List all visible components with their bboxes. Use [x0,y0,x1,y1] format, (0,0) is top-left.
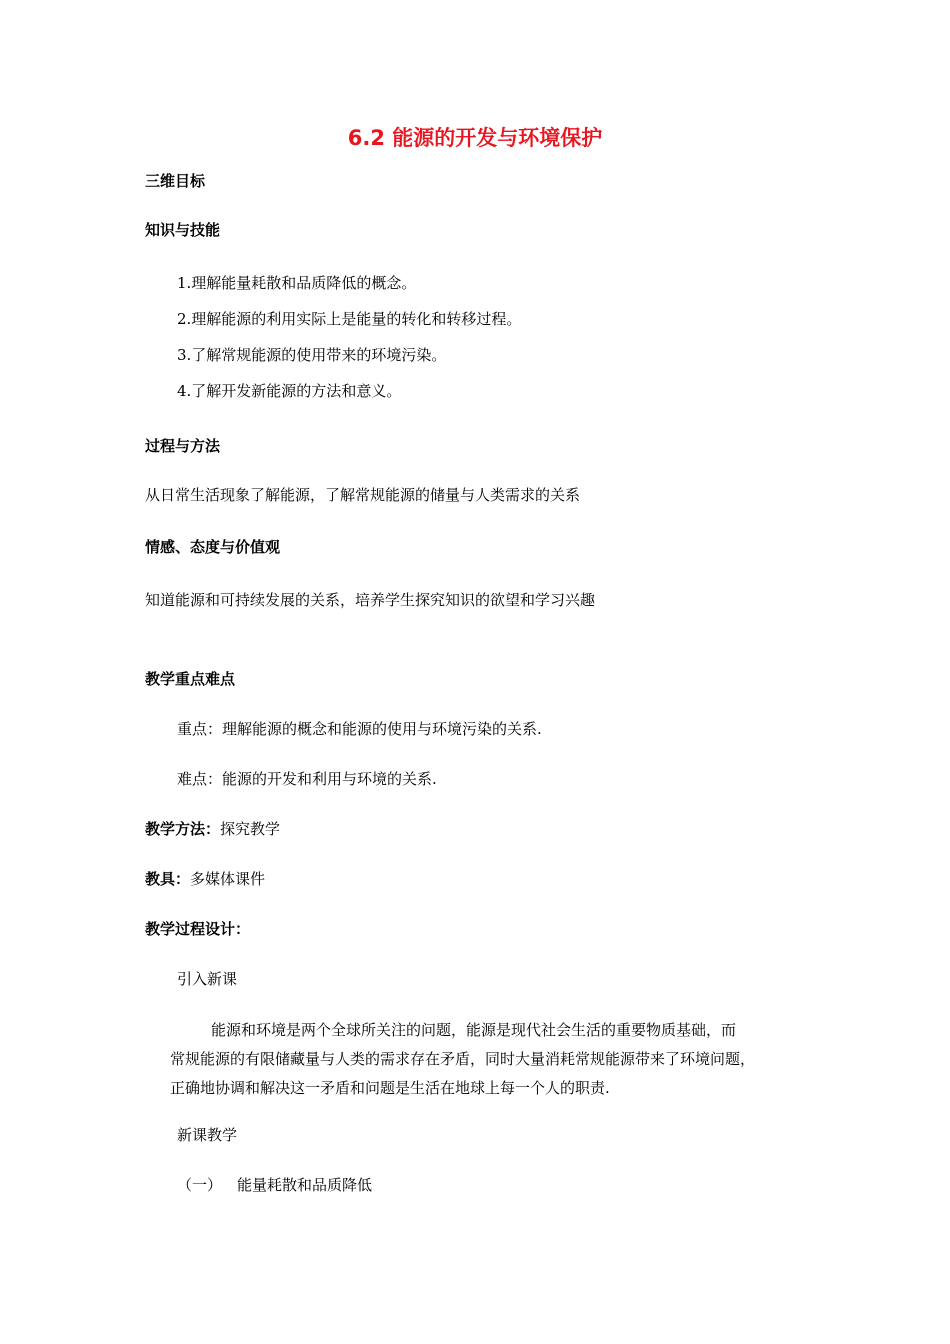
key-point: 重点：理解能源的概念和能源的使用与环境污染的关系. [177,720,542,738]
tools-line [145,868,265,889]
page-title: 6.2 能源的开发与环境保护 [347,126,603,150]
emotion-text: 知道能源和可持续发展的关系，培养学生探究知识的欲望和学习兴趣 [145,591,596,609]
process-text: 从日常生活现象了解能源，了解常规能源的储量与人类需求的关系 [145,486,581,504]
section-1-title: 能量耗散和品质降低 [237,1176,373,1194]
intro-paragraph [170,1016,830,1103]
design-heading: 教学过程设计： [145,920,251,938]
key-points-heading: 教学重点难点 [145,670,236,688]
knowledge-item: 2.理解能源的利用实际上是能量的转化和转移过程。 [177,310,522,328]
new-lesson-heading: 新课教学 [177,1126,238,1144]
tools-value: 多媒体课件 [190,870,266,888]
tools-label: 教具： [145,870,191,888]
knowledge-heading: 知识与技能 [145,221,221,239]
method-label: 教学方法： [145,820,221,838]
knowledge-item: 1.理解能量耗散和品质降低的概念。 [177,274,417,292]
method-value: 探究教学 [220,820,281,838]
knowledge-item: 3.了解常规能源的使用带来的环境污染。 [177,346,447,364]
method-line [145,818,280,839]
difficult-point: 难点：能源的开发和利用与环境的关系. [177,770,437,788]
section-1-number: （一） [177,1176,223,1194]
knowledge-item: 4.了解开发新能源的方法和意义。 [177,382,402,400]
process-heading: 过程与方法 [145,437,221,455]
intro-heading: 引入新课 [177,970,238,988]
intro-line: 常规能源的有限储藏量与人类的需求存在矛盾，同时大量消耗常规能源带来了环境问题， [170,1050,756,1068]
intro-line: 能源和环境是两个全球所关注的问题，能源是现代社会生活的重要物质基础，而 [211,1021,737,1039]
emotion-heading: 情感、态度与价值观 [145,538,281,556]
three-goals-heading: 三维目标 [145,172,206,190]
intro-line: 正确地协调和解决这一矛盾和问题是生活在地球上每一个人的职责. [170,1079,610,1097]
